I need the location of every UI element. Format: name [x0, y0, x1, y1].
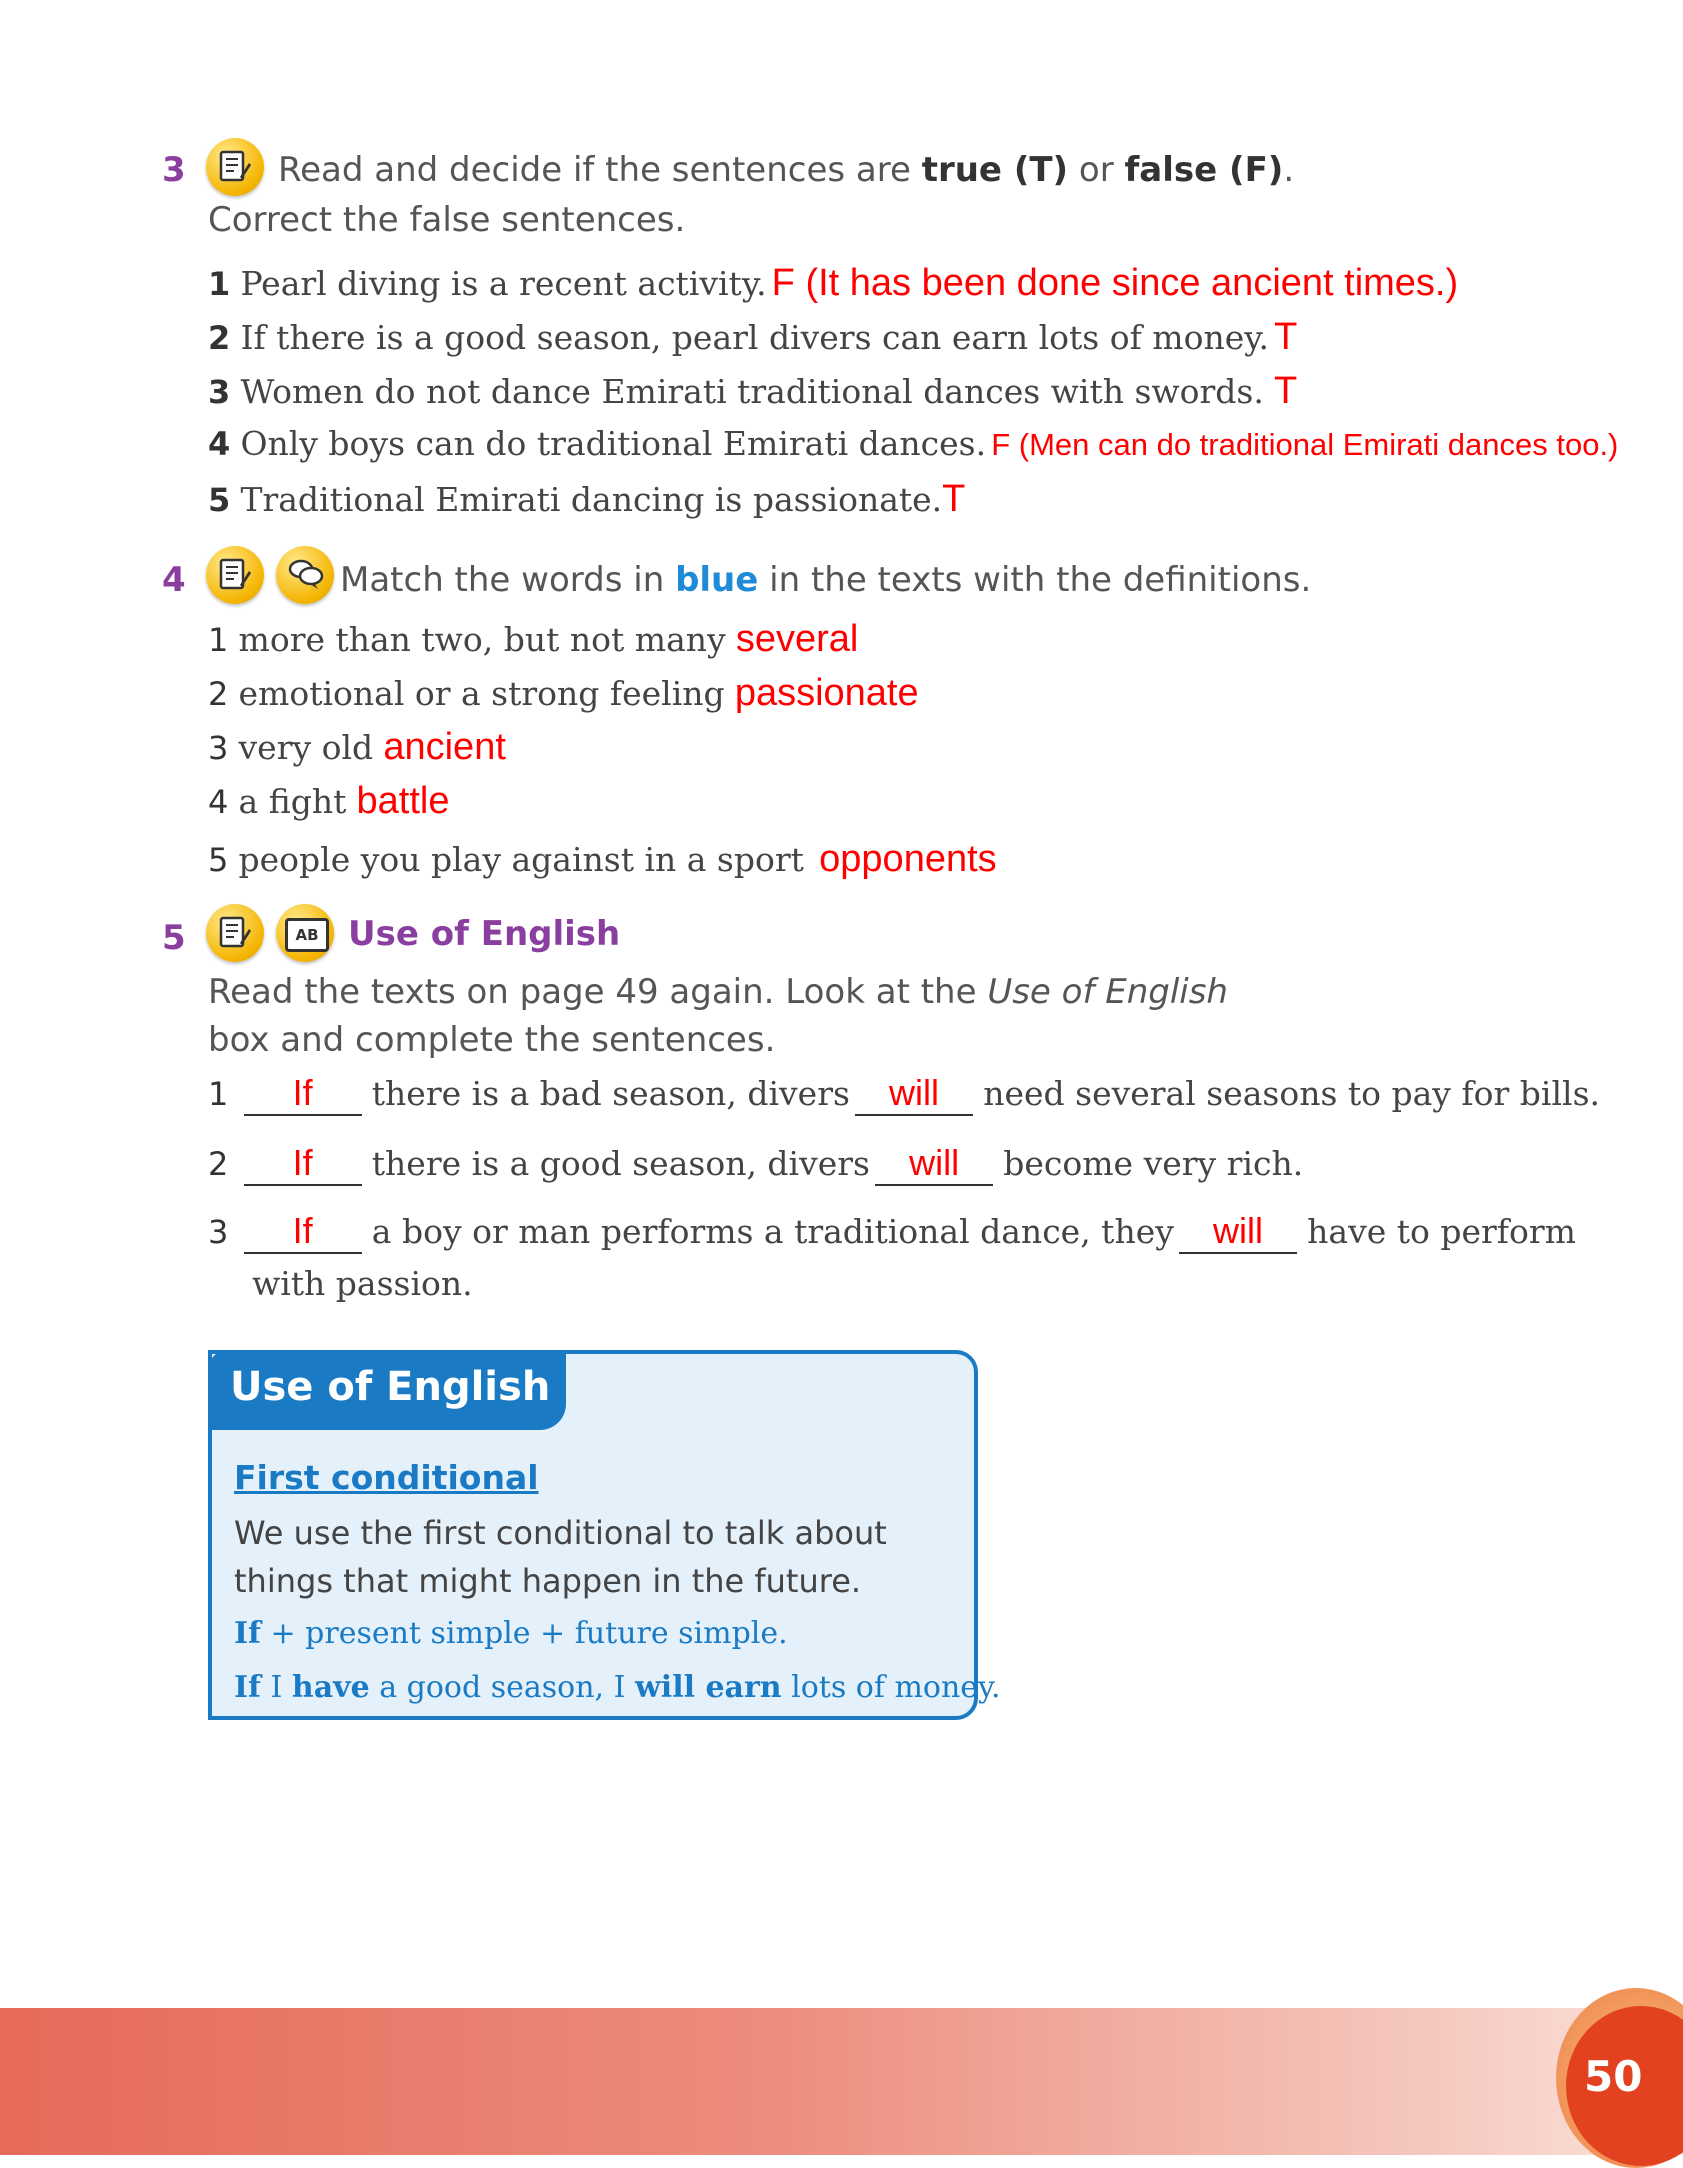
list-item: 4 Only boys can do traditional Emirati dances. F (Men can do traditional Emirati dances too.) — [208, 424, 1619, 463]
use-of-english-title: Use of English — [230, 1364, 551, 1410]
speech-bubbles-icon — [276, 546, 334, 604]
list-item: 3 If a boy or man performs a traditional dance, they will have to perform — [208, 1210, 1576, 1254]
answer-blank: will — [855, 1072, 973, 1116]
list-item: 2 emotional or a strong feeling passionate — [208, 672, 919, 714]
list-item: 1 If there is a bad season, divers will need several seasons to pay for bills. — [208, 1072, 1600, 1116]
notebook-icon — [206, 138, 264, 196]
grammar-line-1: We use the first conditional to talk about — [234, 1514, 887, 1552]
answer-blank: If — [244, 1210, 362, 1254]
use-of-english-tab — [208, 1350, 566, 1430]
exercise-4-instruction: Match the words in blue in the texts with the definitions. — [340, 560, 1312, 600]
exercise-5-instruction-line2: box and complete the sentences. — [208, 1020, 776, 1060]
list-item: 1 more than two, but not many several — [208, 618, 859, 660]
answer-text: T — [942, 478, 966, 520]
answer-text: F (Men can do traditional Emirati dances too.) — [991, 427, 1619, 462]
answer-blank: will — [1179, 1210, 1297, 1254]
list-item: 2 If there is a good season, divers will become very rich. — [208, 1142, 1303, 1186]
answer-text: opponents — [819, 838, 997, 880]
use-of-english-box — [208, 1350, 1001, 1720]
grammar-line-2: things that might happen in the future. — [234, 1562, 862, 1600]
exercise-5-title: Use of English — [348, 914, 621, 954]
answer-text: passionate — [734, 672, 919, 714]
notebook-icon — [206, 904, 264, 962]
exercise-4-number: 4 — [162, 560, 186, 600]
page-number: 50 — [1584, 2052, 1643, 2101]
grammar-heading: First conditional — [234, 1458, 539, 1497]
exercise-3-instruction: Read and decide if the sentences are true (T) or false (F). — [278, 150, 1295, 190]
list-item: 5 people you play against in a sport opponents — [208, 838, 997, 880]
notebook-icon — [206, 546, 264, 604]
exercise-3-instruction-line2: Correct the false sentences. — [208, 200, 686, 240]
exercise-5-instruction: Read the texts on page 49 again. Look at the Use of English — [208, 972, 1228, 1012]
list-item: 2 If there is a good season, pearl divers can earn lots of money. T — [208, 316, 1298, 358]
answer-blank: will — [875, 1142, 993, 1186]
footer-bar — [0, 2008, 1683, 2155]
answer-text: ancient — [383, 726, 506, 768]
grammar-formula: If + present simple + future simple. — [234, 1616, 788, 1651]
list-item: 4 a fight battle — [208, 780, 450, 822]
answer-text: several — [735, 618, 859, 660]
answer-text: battle — [356, 780, 450, 822]
list-item-continuation: with passion. — [252, 1264, 473, 1303]
answer-blank: If — [244, 1072, 362, 1116]
exercise-5-number: 5 — [162, 918, 186, 958]
answer-text: T — [1274, 316, 1298, 358]
list-item: 1 Pearl diving is a recent activity. F (It has been done since ancient times.) — [208, 262, 1459, 304]
list-item: 5 Traditional Emirati dancing is passionate.T — [208, 478, 966, 520]
activity-book-icon: AB — [276, 904, 334, 962]
grammar-example: If I have a good season, I will earn lots of money. — [234, 1670, 1001, 1705]
answer-text: F (It has been done since ancient times.) — [771, 262, 1459, 304]
answer-blank: If — [244, 1142, 362, 1186]
list-item: 3 very old ancient — [208, 726, 506, 768]
answer-text: T — [1274, 370, 1298, 412]
list-item: 3 Women do not dance Emirati traditional dances with swords. T — [208, 370, 1298, 412]
exercise-3-number: 3 — [162, 150, 186, 190]
